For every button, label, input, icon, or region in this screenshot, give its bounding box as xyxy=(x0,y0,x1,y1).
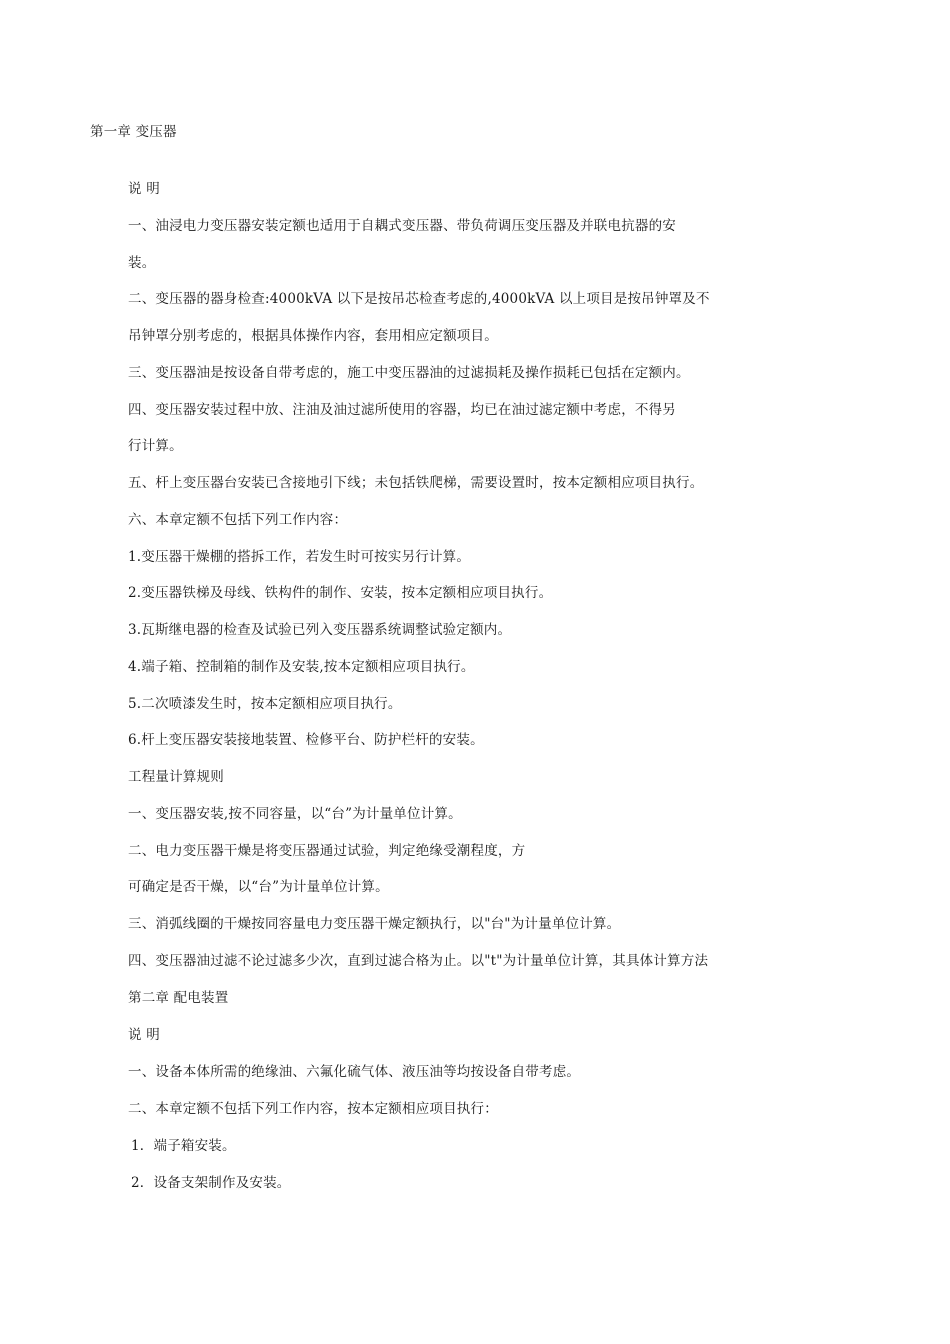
chapter-2-explain-title: 说 明 xyxy=(128,1027,160,1043)
chapter-1-item: 六、本章定额不包括下列工作内容： xyxy=(128,512,348,528)
chapter-2-title: 第二章 配电装置 xyxy=(128,990,229,1006)
chapter-1-item: 2.变压器铁梯及母线、铁构件的制作、安装，按本定额相应项目执行。 xyxy=(128,585,553,601)
chapter-1-item: 行计算。 xyxy=(128,438,183,454)
rule-item: 二、电力变压器干燥是将变压器通过试验，判定绝缘受潮程度，方 xyxy=(128,843,526,859)
chapter-2-subitem: 1．端子箱安装。 xyxy=(131,1138,236,1154)
chapter-2-item: 一、设备本体所需的绝缘油、六氟化硫气体、液压油等均按设备自带考虑。 xyxy=(128,1064,581,1080)
chapter-1-item: 吊钟罩分别考虑的，根据具体操作内容，套用相应定额项目。 xyxy=(128,328,498,344)
chapter-1-explain-title: 说 明 xyxy=(128,181,160,197)
rule-item: 一、变压器安装,按不同容量，以“台”为计量单位计算。 xyxy=(128,806,462,822)
rule-item: 可确定是否干燥，以“台”为计量单位计算。 xyxy=(128,879,389,895)
chapter-1-item: 3.瓦斯继电器的检查及试验已列入变压器系统调整试验定额内。 xyxy=(128,622,512,638)
chapter-1-item: 二、变压器的器身检查:4000kVA 以下是按吊芯检查考虑的,4000kVA 以上项目是按吊钟罩及不 xyxy=(128,291,710,307)
chapter-1-item: 装。 xyxy=(128,255,156,271)
chapter-1-item: 五、杆上变压器台安装已含接地引下线；未包括铁爬梯，需要设置时，按本定额相应项目执行。 xyxy=(128,475,704,491)
chapter-1-item: 三、变压器油是按设备自带考虑的，施工中变压器油的过滤损耗及操作损耗已包括在定额内。 xyxy=(128,365,690,381)
chapter-1-title: 第一章 变压器 xyxy=(90,124,177,140)
chapter-1-item: 5.二次喷漆发生时，按本定额相应项目执行。 xyxy=(128,696,402,712)
rule-item: 四、变压器油过滤不论过滤多少次，直到过滤合格为止。以"t"为计量单位计算，其具体计算方法 xyxy=(128,953,709,969)
chapter-1-item: 四、变压器安装过程中放、注油及油过滤所使用的容器，均已在油过滤定额中考虑，不得另 xyxy=(128,402,676,418)
rules-title: 工程量计算规则 xyxy=(128,769,224,785)
rule-item: 三、消弧线圈的干燥按同容量电力变压器干燥定额执行，以"台"为计量单位计算。 xyxy=(128,916,621,932)
chapter-1-item: 一、油浸电力变压器安装定额也适用于自耦式变压器、带负荷调压变压器及并联电抗器的安 xyxy=(128,218,676,234)
chapter-1-item: 1.变压器干燥棚的搭拆工作，若发生时可按实另行计算。 xyxy=(128,549,471,565)
chapter-1-item: 4.端子箱、控制箱的制作及安装,按本定额相应项目执行。 xyxy=(128,659,475,675)
chapter-2-item: 二、本章定额不包括下列工作内容，按本定额相应项目执行： xyxy=(128,1101,498,1117)
chapter-1-item: 6.杆上变压器安装接地装置、检修平台、防护栏杆的安装。 xyxy=(128,732,484,748)
chapter-2-subitem: 2．设备支架制作及安装。 xyxy=(131,1175,291,1191)
